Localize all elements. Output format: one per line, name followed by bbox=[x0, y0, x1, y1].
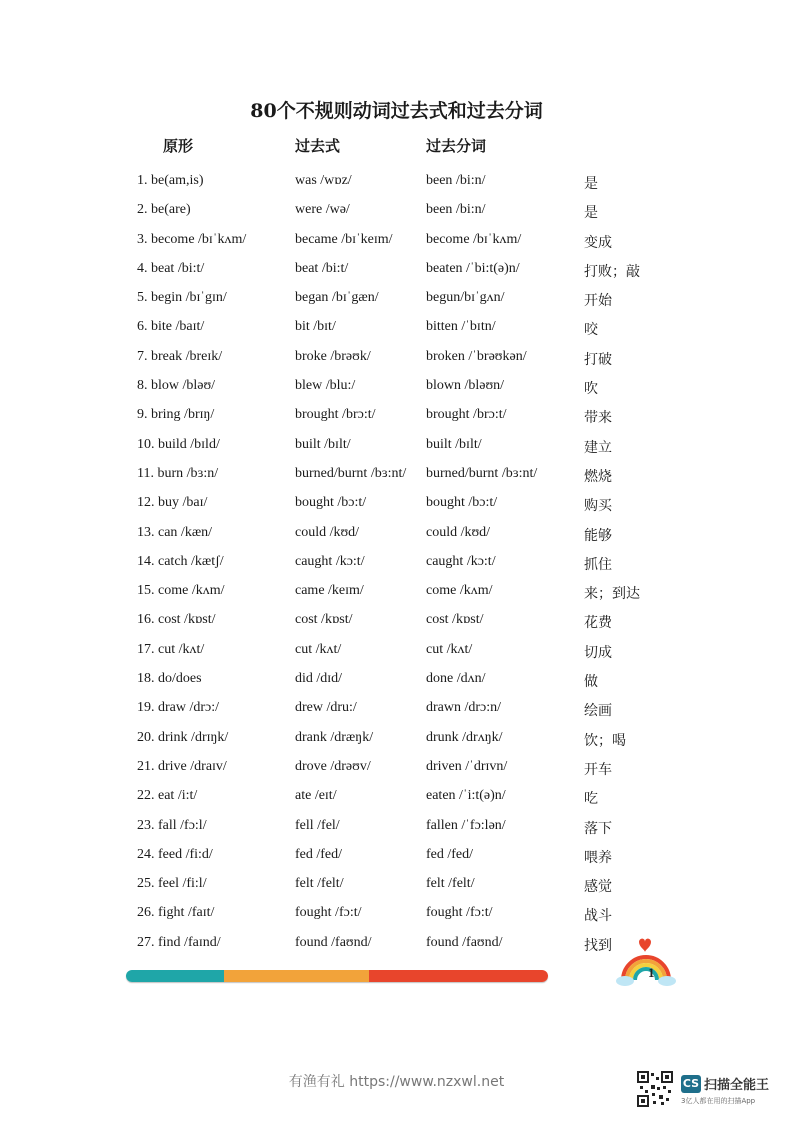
verb-meaning: 花费 bbox=[584, 615, 612, 632]
verb-meaning: 能够 bbox=[584, 527, 612, 544]
verb-past: fought /fɔ:t/ bbox=[295, 905, 362, 921]
table-row bbox=[0, 607, 793, 636]
verb-participle: felt /felt/ bbox=[426, 876, 475, 892]
table-row bbox=[0, 461, 793, 490]
verb-base: 26. fight /faɪt/ bbox=[137, 905, 215, 921]
verb-base: 13. can /kæn/ bbox=[137, 524, 213, 540]
verb-participle: brought /brɔ:t/ bbox=[426, 407, 507, 423]
verb-base: 20. drink /drɪŋk/ bbox=[137, 729, 229, 745]
verb-participle: come /kʌm/ bbox=[426, 583, 493, 599]
verb-meaning: 开车 bbox=[584, 761, 612, 778]
verb-meaning: 是 bbox=[584, 205, 598, 222]
table-row bbox=[0, 490, 793, 519]
verb-participle: driven /ˈdrɪvn/ bbox=[426, 758, 508, 774]
verb-participle: blown /bləʊn/ bbox=[426, 378, 505, 394]
verb-participle: found /faʊnd/ bbox=[426, 934, 503, 950]
table-row bbox=[0, 373, 793, 402]
verb-base: 25. feel /fi:l/ bbox=[137, 876, 207, 892]
verb-participle: drawn /drɔ:n/ bbox=[426, 700, 502, 716]
verb-meaning: 喂养 bbox=[584, 849, 612, 866]
verb-base: 10. build /bɪld/ bbox=[137, 436, 220, 452]
verb-past: began /bɪˈgæn/ bbox=[295, 290, 379, 306]
scanner-name: 扫描全能王 bbox=[704, 1078, 770, 1093]
verb-past: became /bɪˈkeɪm/ bbox=[295, 231, 393, 247]
bar-segment-red bbox=[369, 970, 548, 982]
verb-participle: cut /kʌt/ bbox=[426, 641, 473, 657]
verb-meaning: 建立 bbox=[584, 439, 612, 456]
verb-participle: done /dʌn/ bbox=[426, 671, 486, 687]
verb-base: 11. burn /bɜ:n/ bbox=[137, 465, 219, 481]
verb-base: 8. blow /bləʊ/ bbox=[137, 378, 216, 394]
table-row bbox=[0, 695, 793, 724]
bar-segment-teal bbox=[126, 970, 224, 982]
verb-past: found /faʊnd/ bbox=[295, 934, 372, 950]
verb-past: broke /brəʊk/ bbox=[295, 348, 371, 364]
table-row bbox=[0, 285, 793, 314]
verb-past: was /wɒz/ bbox=[295, 173, 352, 188]
verb-meaning: 战斗 bbox=[584, 908, 612, 925]
verb-past: blew /blu:/ bbox=[295, 378, 356, 394]
verb-meaning: 是 bbox=[584, 176, 598, 192]
table-row bbox=[0, 637, 793, 666]
verb-past: built /bɪlt/ bbox=[295, 436, 351, 452]
verb-participle: been /bi:n/ bbox=[426, 173, 486, 188]
verb-base: 17. cut /kʌt/ bbox=[137, 641, 205, 657]
rainbow-icon bbox=[615, 934, 677, 986]
verb-meaning: 吃 bbox=[584, 791, 598, 808]
verb-base: 19. draw /drɔ:/ bbox=[137, 700, 220, 716]
verb-base: 15. come /kʌm/ bbox=[137, 583, 225, 599]
table-row bbox=[0, 666, 793, 695]
verb-meaning: 来；到达 bbox=[584, 586, 640, 603]
verb-participle: beaten /ˈbi:t(ə)n/ bbox=[426, 260, 520, 276]
verb-past: brought /brɔ:t/ bbox=[295, 407, 376, 423]
verb-participle: become /bɪˈkʌm/ bbox=[426, 231, 522, 247]
verb-meaning: 开始 bbox=[584, 293, 612, 310]
verb-participle: begun/bɪˈgʌn/ bbox=[426, 290, 505, 306]
table-row bbox=[0, 578, 793, 607]
table-row bbox=[0, 813, 793, 842]
verb-meaning: 切成 bbox=[584, 644, 612, 661]
progress-bar-decoration bbox=[126, 970, 548, 982]
verb-base: 6. bite /baɪt/ bbox=[137, 319, 205, 335]
verb-participle: bought /bɔ:t/ bbox=[426, 495, 498, 511]
table-row bbox=[0, 842, 793, 871]
verb-meaning: 打破 bbox=[584, 351, 612, 368]
verb-past: did /dɪd/ bbox=[295, 671, 343, 687]
verb-participle: caught /kɔ:t/ bbox=[426, 553, 496, 569]
verb-meaning: 抓住 bbox=[584, 556, 612, 573]
footer-watermark[interactable]: 有渔有礼 https://www.nzxwl.net bbox=[288, 1074, 505, 1090]
scanner-tagline: 3亿人都在用的扫描App bbox=[681, 1097, 756, 1105]
verb-meaning: 绘画 bbox=[584, 703, 612, 720]
verb-meaning: 落下 bbox=[584, 820, 612, 837]
verb-past: ate /eɪt/ bbox=[295, 788, 337, 804]
table-row bbox=[0, 783, 793, 812]
verb-meaning: 感觉 bbox=[584, 879, 612, 896]
verb-base: 27. find /faɪnd/ bbox=[137, 934, 221, 950]
cs-badge-icon: CS bbox=[681, 1075, 701, 1093]
table-row bbox=[0, 168, 793, 197]
table-row bbox=[0, 520, 793, 549]
table-row bbox=[0, 344, 793, 373]
verb-past: drove /drəʊv/ bbox=[295, 758, 371, 774]
table-row bbox=[0, 754, 793, 783]
verb-base: 24. feed /fi:d/ bbox=[137, 846, 213, 862]
verb-participle: fed /fed/ bbox=[426, 846, 474, 862]
verb-past: fed /fed/ bbox=[295, 846, 343, 862]
verb-meaning: 做 bbox=[584, 674, 598, 691]
verb-meaning: 燃烧 bbox=[584, 468, 612, 485]
table-row bbox=[0, 549, 793, 578]
verb-participle: bitten /ˈbɪtn/ bbox=[426, 319, 496, 335]
verb-base: 9. bring /brɪŋ/ bbox=[137, 407, 215, 423]
verb-base: 14. catch /kætʃ/ bbox=[137, 553, 224, 569]
verb-base: 4. beat /bi:t/ bbox=[137, 260, 205, 276]
qr-code-icon bbox=[637, 1071, 673, 1107]
header-past: 过去式 bbox=[295, 137, 341, 155]
verb-participle: fought /fɔ:t/ bbox=[426, 905, 493, 921]
header-base: 原形 bbox=[163, 137, 194, 155]
verb-participle: built /bɪlt/ bbox=[426, 436, 482, 452]
verb-meaning: 吹 bbox=[584, 381, 598, 398]
verb-base: 22. eat /i:t/ bbox=[137, 788, 198, 804]
verb-base: 3. become /bɪˈkʌm/ bbox=[137, 231, 247, 247]
verb-participle: burned/burnt /bɜ:nt/ bbox=[426, 465, 538, 481]
verb-base: 5. begin /bɪˈgɪn/ bbox=[137, 290, 227, 306]
verb-meaning: 咬 bbox=[584, 322, 598, 339]
table-row bbox=[0, 227, 793, 256]
table-row bbox=[0, 871, 793, 900]
table-row bbox=[0, 402, 793, 431]
verb-participle: could /kʊd/ bbox=[426, 524, 491, 540]
table-row bbox=[0, 432, 793, 461]
verb-participle: fallen /ˈfɔ:lən/ bbox=[426, 817, 506, 833]
verb-participle: broken /ˈbrəʊkən/ bbox=[426, 348, 527, 364]
verb-participle: been /bi:n/ bbox=[426, 202, 486, 218]
scanner-logo bbox=[681, 1074, 769, 1106]
verb-past: drew /dru:/ bbox=[295, 700, 357, 716]
verb-base: 18. do/does bbox=[137, 671, 202, 687]
table-row bbox=[0, 314, 793, 343]
table-row bbox=[0, 197, 793, 226]
verb-base: 21. drive /draɪv/ bbox=[137, 758, 227, 774]
verb-past: caught /kɔ:t/ bbox=[295, 553, 365, 569]
verb-base: 12. buy /baɪ/ bbox=[137, 495, 208, 511]
verb-base: 7. break /breɪk/ bbox=[137, 348, 223, 364]
verb-past: bought /bɔ:t/ bbox=[295, 495, 367, 511]
verb-base: 1. be(am,is) bbox=[137, 173, 204, 188]
page-title: 80个不规则动词过去式和过去分词 bbox=[250, 100, 543, 122]
verb-participle: cost /kɒst/ bbox=[426, 612, 484, 628]
verb-meaning: 打败；敲 bbox=[584, 263, 640, 280]
verb-meaning: 饮；喝 bbox=[584, 732, 626, 749]
verb-base: 16. cost /kɒst/ bbox=[137, 612, 216, 628]
verb-base: 23. fall /fɔ:l/ bbox=[137, 817, 207, 833]
verb-table bbox=[0, 168, 793, 959]
verb-meaning: 购买 bbox=[584, 498, 612, 515]
verb-past: burned/burnt /bɜ:nt/ bbox=[295, 465, 407, 481]
table-row bbox=[0, 256, 793, 285]
verb-meaning: 带来 bbox=[584, 410, 612, 427]
verb-participle: drunk /drʌŋk/ bbox=[426, 729, 503, 745]
verb-past: cut /kʌt/ bbox=[295, 641, 342, 657]
verb-past: beat /bi:t/ bbox=[295, 260, 349, 276]
header-participle: 过去分词 bbox=[426, 137, 487, 155]
verb-meaning: 变成 bbox=[584, 234, 612, 251]
table-row bbox=[0, 900, 793, 929]
verb-past: fell /fel/ bbox=[295, 817, 340, 833]
verb-meaning: 找到 bbox=[584, 937, 612, 954]
verb-past: were /wə/ bbox=[295, 202, 350, 218]
verb-past: cost /kɒst/ bbox=[295, 612, 353, 628]
verb-past: could /kʊd/ bbox=[295, 524, 360, 540]
verb-past: came /keɪm/ bbox=[295, 583, 364, 599]
bar-segment-orange bbox=[224, 970, 369, 982]
verb-base: 2. be(are) bbox=[137, 202, 191, 218]
verb-past: felt /felt/ bbox=[295, 876, 344, 892]
verb-past: bit /bɪt/ bbox=[295, 319, 336, 335]
verb-past: drank /dræŋk/ bbox=[295, 729, 374, 745]
table-row bbox=[0, 725, 793, 754]
verb-participle: eaten /ˈi:t(ə)n/ bbox=[426, 788, 506, 804]
page-number: 1 bbox=[648, 965, 655, 980]
